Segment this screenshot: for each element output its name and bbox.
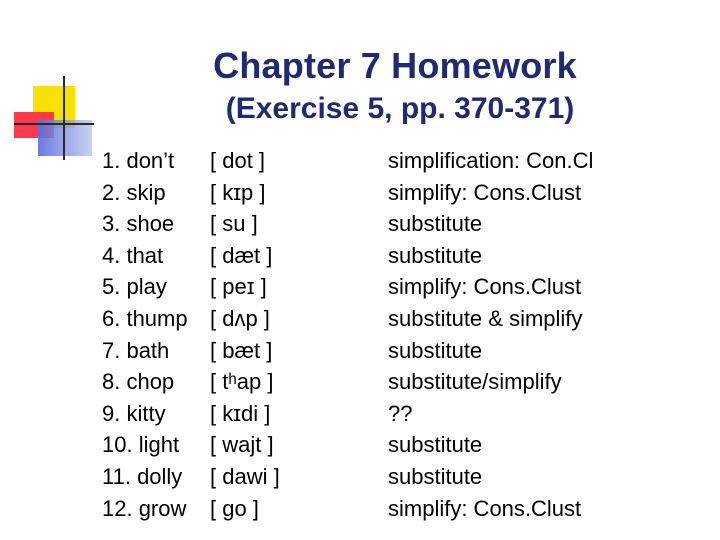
word-item: 3. shoe [102, 211, 175, 237]
transcription-item: [ kɪp ] [210, 179, 266, 205]
process-item: simplify: Cons.Clust [388, 179, 582, 205]
word-item: 11. dolly [102, 463, 183, 489]
process-item: ?? [388, 400, 413, 426]
transcription-item: [ go ] [210, 495, 259, 521]
word-item: 8. chop [102, 369, 175, 395]
logo-horizontal-line [14, 123, 94, 125]
word-item: 5. play [102, 274, 167, 300]
word-item: 10. light [102, 432, 180, 458]
transcription-item: [ dʌp ] [210, 305, 270, 331]
word-item: 7. bath [102, 337, 170, 363]
transcription-item: [ dawi ] [210, 463, 280, 489]
process-item: substitute [388, 463, 483, 489]
process-item: substitute [388, 432, 483, 458]
slide-title: Chapter 7 Homework [213, 45, 577, 86]
process-item: substitute [388, 211, 483, 237]
transcription-item: [ dæt ] [210, 242, 273, 268]
process-column [388, 145, 593, 524]
transcription-item: [ kɪdi ] [210, 400, 271, 426]
logo-vertical-line [63, 76, 65, 160]
word-item: 9. kitty [102, 400, 166, 426]
process-item: substitute [388, 242, 483, 268]
logo-blue-square [38, 120, 92, 156]
process-item: simplification: Con.Cl [388, 148, 594, 173]
transcription-item: [ tʰap ] [210, 369, 274, 395]
word-item: 6. thump [102, 305, 188, 331]
word-column [102, 145, 188, 524]
word-item: 1. don’t [102, 148, 175, 173]
transcription-item: [ bæt ] [210, 337, 273, 363]
process-item: simplify: Cons.Clust [388, 274, 582, 300]
transcription-item: [ wajt ] [210, 432, 274, 458]
transcription-item: [ peɪ ] [210, 274, 267, 300]
word-item: 12. grow [102, 495, 187, 521]
word-item: 4. that [102, 242, 164, 268]
transcription-column [210, 145, 280, 524]
transcription-item: [ dot ] [210, 148, 266, 173]
word-item: 2. skip [102, 179, 166, 205]
process-item: substitute/simplify [388, 369, 562, 395]
process-item: substitute [388, 337, 483, 363]
process-item: substitute & simplify [388, 305, 583, 331]
process-item: simplify: Cons.Clust [388, 495, 582, 521]
transcription-item: [ su ] [210, 211, 258, 237]
slide-subtitle: (Exercise 5, pp. 370-371) [225, 92, 575, 125]
